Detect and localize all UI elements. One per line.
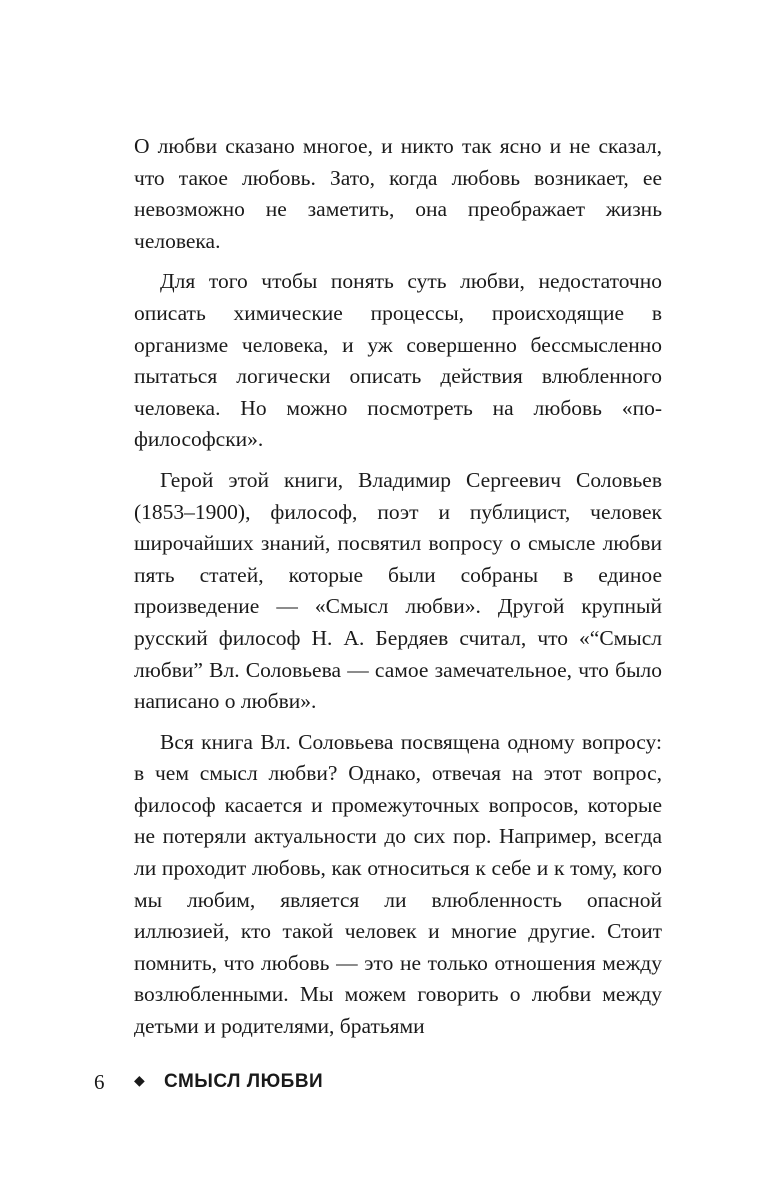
page-number: 6 bbox=[94, 1069, 105, 1094]
paragraph: О любви сказано многое, и никто так ясно и не сказал, что такое любовь. Зато, когда любовь возникает, ее невозможно не заметить, она преображает жизнь человека. bbox=[134, 134, 662, 253]
paragraph: Вся книга Вл. Соловьева посвящена одному вопросу: в чем смысл любви? Однако, отвечая на этот вопрос, философ касается и промежуточных вопросов, которые не потеряли актуальности до сих пор. Например, всегда ли проходит любовь, как относиться к себе и к тому, кого мы любим, является ли влюбленность опасной иллюзией, кто такой человек и многие другие. Стоит помнить, что любовь — это не только отношения между возлюбленными. Мы можем говорить о любви между детьми и родителями, братьями bbox=[134, 729, 662, 1039]
body-text bbox=[134, 131, 662, 1052]
running-head: СМЫСЛ ЛЮБВИ bbox=[164, 1071, 324, 1092]
paragraph: Для того чтобы понять суть любви, недостаточно описать химические процессы, происходящие в организме человека, и уж совершенно бессмысленно пытаться логически описать действия влюбленного человека. Но можно посмотреть на любовь «по-философски». bbox=[134, 269, 662, 452]
paragraph: Герой этой книги, Владимир Сергеевич Соловьев (1853–1900), философ, поэт и публицист, человек широчайших знаний, посвятил вопросу о смысле любви пять статей, которые были собраны в единое произведение — «Смысл любви». Другой крупный русский философ Н. А. Бердяев считал, что «“Смысл любви” Вл. Соловьева — самое замечательное, что было написано о любви». bbox=[134, 467, 662, 714]
page-footer bbox=[94, 1067, 323, 1097]
diamond-icon: ◆ bbox=[134, 1073, 145, 1089]
